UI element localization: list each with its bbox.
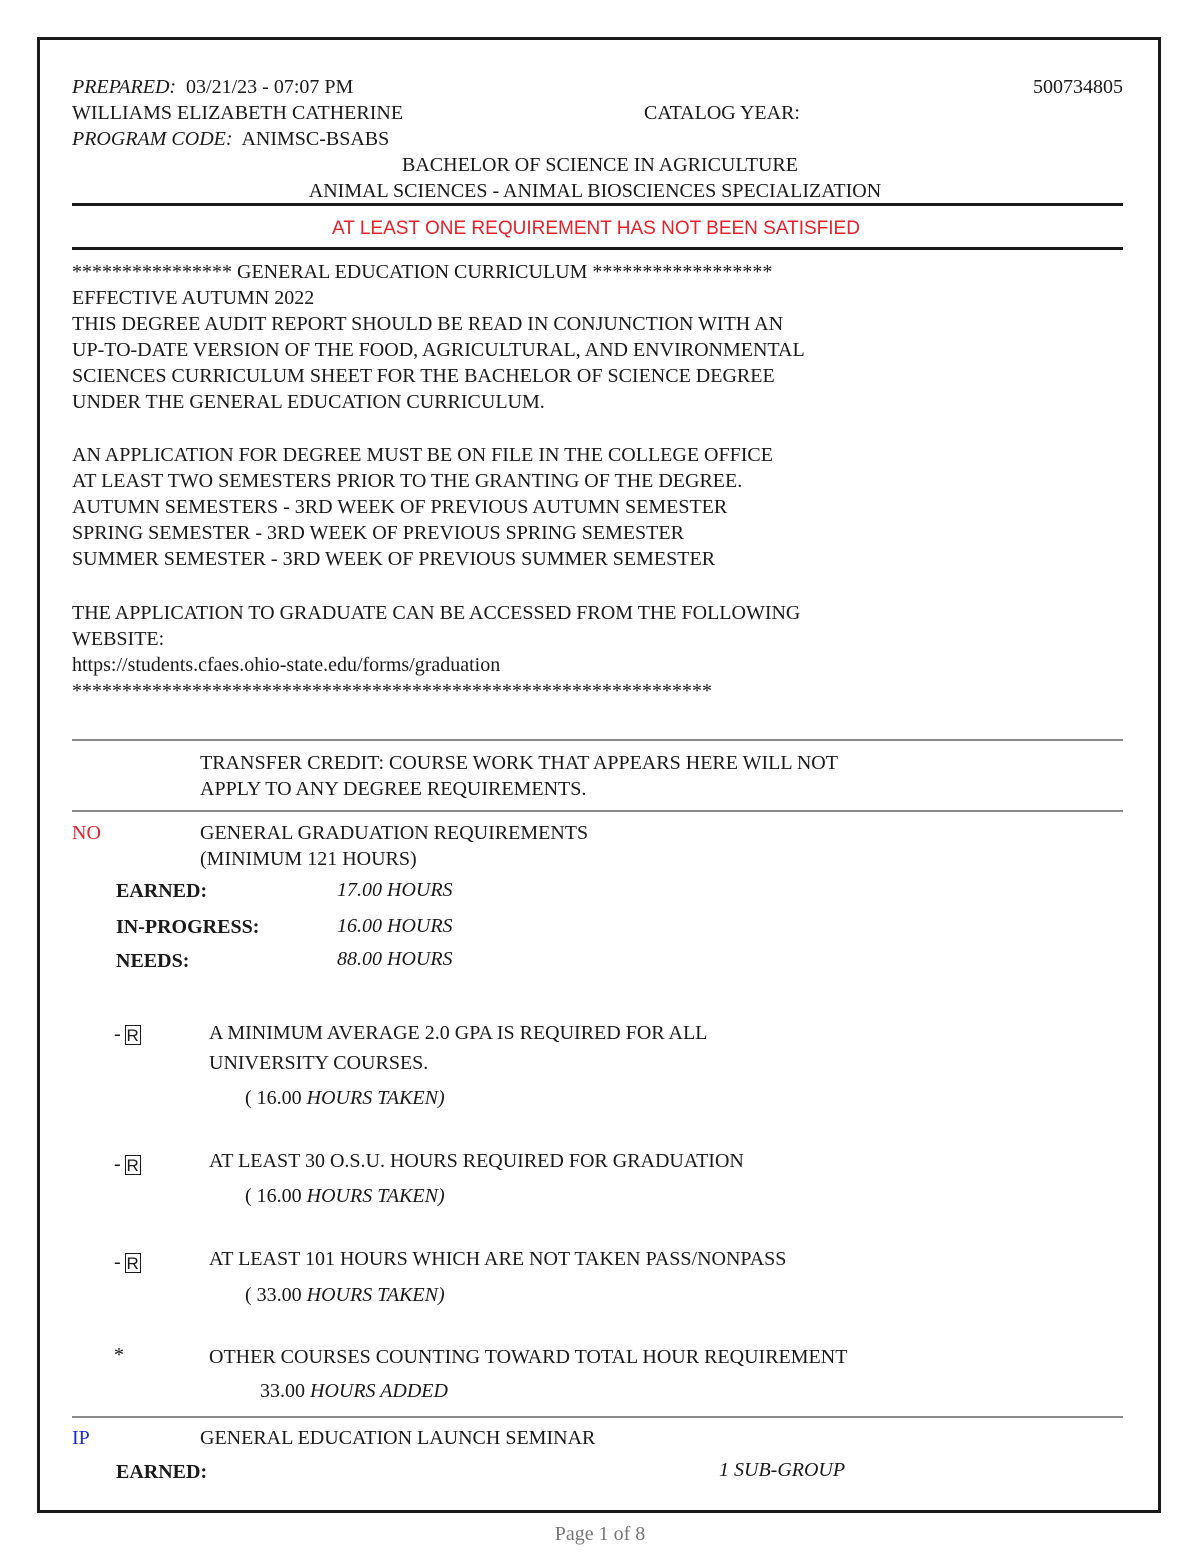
program-code-value: ANIMSC-BSABS: [241, 128, 390, 150]
divider: [72, 247, 1123, 250]
other-courses-marker: *: [114, 1344, 124, 1366]
intro-line: UNDER THE GENERAL EDUCATION CURRICULUM.: [72, 391, 545, 413]
needs-value: 88.00 HOURS: [337, 948, 453, 970]
earned-label: EARNED:: [116, 880, 208, 902]
seminar-earned-value: 1 SUB-GROUP: [719, 1459, 846, 1481]
inprogress-label: IN-PROGRESS:: [116, 916, 260, 938]
degree-title: BACHELOR OF SCIENCE IN AGRICULTURE: [402, 154, 798, 176]
intro-line: UP-TO-DATE VERSION OF THE FOOD, AGRICULTURAL, AND ENVIRONMENTAL: [72, 339, 805, 361]
intro-line: THE APPLICATION TO GRADUATE CAN BE ACCESSED FROM THE FOLLOWING: [72, 602, 801, 624]
divider: [72, 1416, 1123, 1418]
divider: [72, 739, 1123, 741]
transfer-line: APPLY TO ANY DEGREE REQUIREMENTS.: [200, 778, 587, 800]
prepared-line: [72, 74, 353, 100]
requirement-icon: R: [126, 1254, 139, 1274]
intro-line: AUTUMN SEMESTERS - 3RD WEEK OF PREVIOUS AUTUMN SEMESTER: [72, 496, 728, 518]
student-name: WILLIAMS ELIZABETH CATHERINE: [72, 102, 404, 124]
hours-added: 33.00 HOURS ADDED: [260, 1380, 448, 1402]
hours-taken: ( 16.00 HOURS TAKEN): [245, 1087, 445, 1109]
prepared-value: 03/21/23 - 07:07 PM: [186, 76, 354, 98]
other-courses-text: OTHER COURSES COUNTING TOWARD TOTAL HOUR REQUIREMENT: [209, 1346, 848, 1368]
requirement-status: NO: [72, 822, 101, 844]
asterisk-rule: ****************************************************************: [72, 680, 712, 702]
prepared-label: PREPARED:: [72, 76, 177, 98]
sub-requirement-text: A MINIMUM AVERAGE 2.0 GPA IS REQUIRED FOR ALL: [209, 1022, 708, 1044]
earned-value: 17.00 HOURS: [337, 879, 453, 901]
graduation-url: https://students.cfaes.ohio-state.edu/forms/graduation: [72, 654, 501, 676]
intro-line: SPRING SEMESTER - 3RD WEEK OF PREVIOUS SPRING SEMESTER: [72, 522, 684, 544]
gen-ed-banner: **************** GENERAL EDUCATION CURRICULUM ******************: [72, 261, 773, 283]
sub-requirement-marker: - R: [114, 1023, 139, 1046]
intro-line: AN APPLICATION FOR DEGREE MUST BE ON FILE IN THE COLLEGE OFFICE: [72, 444, 773, 466]
intro-line: THIS DEGREE AUDIT REPORT SHOULD BE READ IN CONJUNCTION WITH AN: [72, 313, 784, 335]
program-code-label: PROGRAM CODE:: [72, 128, 233, 150]
needs-label: NEEDS:: [116, 950, 190, 972]
divider: [72, 203, 1123, 206]
requirement-subtitle: (MINIMUM 121 HOURS): [200, 848, 417, 870]
intro-line: WEBSITE:: [72, 628, 165, 650]
seminar-status: IP: [72, 1427, 90, 1449]
major-title: ANIMAL SCIENCES - ANIMAL BIOSCIENCES SPECIALIZATION: [308, 180, 882, 202]
inprogress-value: 16.00 HOURS: [337, 915, 453, 937]
requirement-icon: R: [126, 1156, 139, 1176]
student-id: 500734805: [1033, 76, 1123, 98]
requirement-icon: R: [126, 1026, 139, 1046]
intro-line: SCIENCES CURRICULUM SHEET FOR THE BACHELOR OF SCIENCE DEGREE: [72, 365, 775, 387]
program-code-line: [72, 126, 389, 152]
sub-requirement-text: UNIVERSITY COURSES.: [209, 1052, 429, 1074]
status-banner: AT LEAST ONE REQUIREMENT HAS NOT BEEN SATISFIED: [332, 218, 860, 239]
intro-line: EFFECTIVE AUTUMN 2022: [72, 287, 315, 309]
seminar-earned-label: EARNED:: [116, 1461, 208, 1483]
transfer-line: TRANSFER CREDIT: COURSE WORK THAT APPEARS HERE WILL NOT: [200, 752, 838, 774]
sub-requirement-text: AT LEAST 101 HOURS WHICH ARE NOT TAKEN PASS/NONPASS: [209, 1248, 787, 1270]
intro-line: SUMMER SEMESTER - 3RD WEEK OF PREVIOUS SUMMER SEMESTER: [72, 548, 716, 570]
intro-line: AT LEAST TWO SEMESTERS PRIOR TO THE GRANTING OF THE DEGREE.: [72, 470, 743, 492]
sub-requirement-marker: - R: [114, 1251, 139, 1274]
sub-requirement-marker: - R: [114, 1153, 139, 1176]
hours-taken: ( 33.00 HOURS TAKEN): [245, 1284, 445, 1306]
divider: [72, 810, 1123, 812]
requirement-title: GENERAL GRADUATION REQUIREMENTS: [200, 822, 589, 844]
catalog-year-label: CATALOG YEAR:: [644, 102, 800, 124]
seminar-title: GENERAL EDUCATION LAUNCH SEMINAR: [200, 1427, 596, 1449]
sub-requirement-text: AT LEAST 30 O.S.U. HOURS REQUIRED FOR GRADUATION: [209, 1150, 744, 1172]
hours-taken: ( 16.00 HOURS TAKEN): [245, 1185, 445, 1207]
page-number: Page 1 of 8: [554, 1523, 646, 1545]
